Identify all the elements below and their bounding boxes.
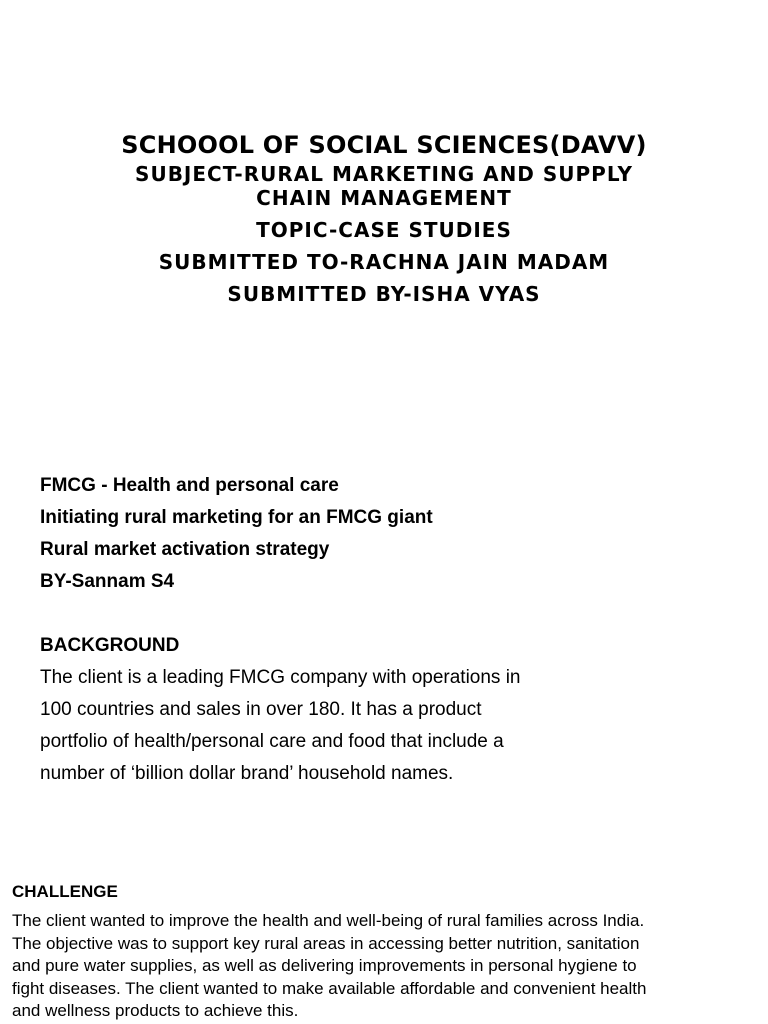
case-category: FMCG - Health and personal care (40, 475, 339, 496)
school-name: SCHOOOL OF SOCIAL SCIENCES(DAVV) (121, 131, 647, 159)
subject-line-1: SUBJECT-RURAL MARKETING AND SUPPLY (135, 162, 633, 186)
case-info (40, 470, 600, 598)
background-text (40, 662, 580, 790)
subject-line-2: CHAIN MANAGEMENT (256, 186, 512, 210)
challenge-line: The client wanted to improve the health and well-being of rural families across India. (12, 911, 645, 930)
challenge-line: The objective was to support key rural areas in accessing better nutrition, sanitation (12, 933, 640, 953)
challenge-line: fight diseases. The client wanted to make available affordable and convenient health (12, 978, 647, 998)
background-line: number of ‘billion dollar brand’ household names. (40, 763, 454, 784)
background-line: The client is a leading FMCG company with operations in (40, 667, 521, 688)
background-heading: BACKGROUND (40, 635, 180, 656)
title-block (0, 128, 768, 306)
challenge-line: and wellness products to achieve this. (12, 1001, 299, 1020)
topic-line: TOPIC-CASE STUDIES (256, 218, 512, 242)
challenge-text (12, 910, 762, 1023)
challenge-line: and pure water supplies, as well as delivering improvements in personal hygiene to (12, 956, 637, 975)
case-title: Initiating rural marketing for an FMCG giant (40, 507, 433, 528)
challenge-heading: CHALLENGE (12, 882, 118, 901)
case-author: BY-Sannam S4 (40, 571, 175, 592)
background-line: portfolio of health/personal care and food that include a (40, 731, 504, 752)
submitted-by-line: SUBMITTED BY-ISHA VYAS (227, 282, 541, 306)
submitted-to-line: SUBMITTED TO-RACHNA JAIN MADAM (158, 250, 610, 274)
case-strategy: Rural market activation strategy (40, 539, 330, 560)
background-line: 100 countries and sales in over 180. It has a product (40, 699, 482, 720)
